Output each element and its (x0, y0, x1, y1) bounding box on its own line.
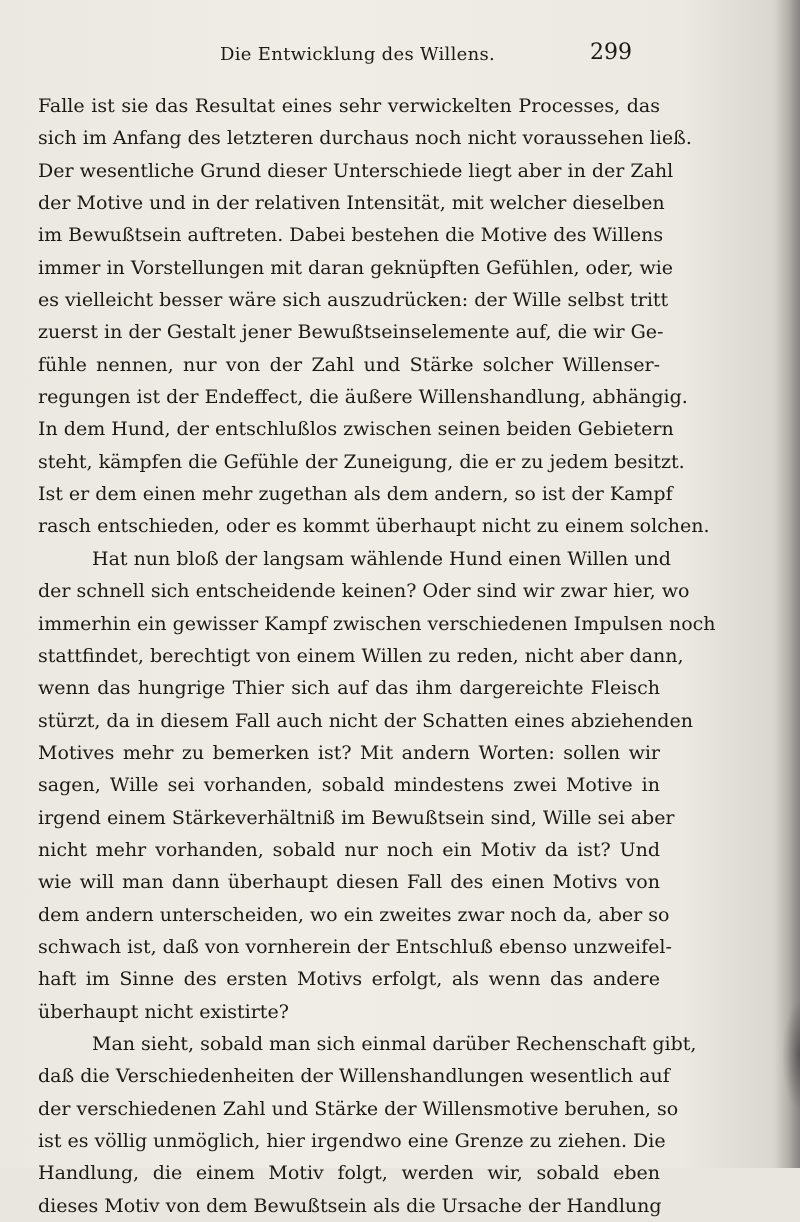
text-line: steht, kämpfen die Gefühle der Zuneigung, die er zu jedem besitzt. (38, 450, 685, 473)
text-line: Hat nun bloß der langsam wählende Hund einen Willen und (92, 547, 671, 570)
text-line: Motives mehr zu bemerken ist? Mit andern Worten: sollen wir (38, 741, 660, 764)
text-line: ist es völlig unmöglich, hier irgendwo eine Grenze zu ziehen. Die (38, 1130, 666, 1152)
text-line: der Motive und in der relativen Intensität, mit welcher dieselben (38, 192, 665, 215)
text-line: immer in Vorstellungen mit daran geknüpften Gefühlen, oder, wie (38, 256, 674, 279)
text-line: der verschiedenen Zahl und Stärke der Willensmotive beruhen, so (38, 1097, 679, 1120)
text-line: sich im Anfang des letzteren durchaus noch nicht voraussehen ließ. (38, 127, 692, 150)
text-line: überhaupt nicht existirte? (38, 1000, 289, 1023)
text-line: dieses Motiv von dem Bewußtsein als die Ursache der Handlung (38, 1194, 662, 1217)
text-line: im Bewußtsein auftreten. Dabei bestehen die Motive des Willens (38, 224, 664, 247)
text-line: Ist er dem einen mehr zugethan als dem andern, so ist der Kampf (38, 483, 673, 506)
body-text (38, 90, 716, 1222)
text-line: In dem Hund, der entschlußlos zwischen seinen beiden Gebietern (38, 418, 674, 441)
text-line: rasch entschieden, oder es kommt überhaupt nicht zu einem solchen. (38, 515, 710, 538)
text-line: der schnell sich entscheidende keinen? Oder sind wir zwar hier, wo (38, 580, 690, 603)
text-line: immerhin ein gewisser Kampf zwischen verschiedenen Impulsen noch (38, 612, 716, 635)
text-line: irgend einem Stärkeverhältniß im Bewußtsein sind, Wille sei aber (38, 806, 675, 829)
text-line: wie will man dann überhaupt diesen Fall des einen Motivs von (38, 871, 660, 894)
text-line: es vielleicht besser wäre sich auszudrücken: der Wille selbst tritt (38, 289, 669, 312)
text-line: fühle nennen, nur von der Zahl und Stärke solcher Willenser- (38, 353, 660, 376)
page-edge-shadow (772, 0, 800, 1168)
text-line: zuerst in der Gestalt jener Bewußtseinselemente auf, die wir Ge- (38, 321, 664, 344)
text-line: wenn das hungrige Thier sich auf das ihm dargereichte Fleisch (38, 677, 660, 700)
text-line: sagen, Wille sei vorhanden, sobald mindestens zwei Motive in (38, 774, 660, 797)
text-line: Man sieht, sobald man sich einmal darüber Rechenschaft gibt, (92, 1032, 697, 1055)
page-edge-smudge (782, 1000, 800, 1110)
text-line: Handlung, die einem Motiv folgt, werden wir, sobald eben (38, 1162, 660, 1185)
page-number: 299 (590, 40, 632, 65)
text-line: daß die Verschiedenheiten der Willenshandlungen wesentlich auf (38, 1065, 670, 1088)
text-line: Falle ist sie das Resultat eines sehr verwickelten Processes, das (38, 95, 660, 117)
text-line: dem andern unterscheiden, wo ein zweites zwar noch da, aber so (38, 903, 670, 926)
text-line: stürzt, da in diesem Fall auch nicht der Schatten eines abziehenden (38, 709, 693, 732)
text-line: schwach ist, daß von vornherein der Entschluß ebenso unzweifel- (38, 935, 672, 958)
text-line: stattfindet, berechtigt von einem Willen zu reden, nicht aber dann, (38, 644, 684, 667)
text-line: nicht mehr vorhanden, sobald nur noch ein Motiv da ist? Und (38, 838, 660, 861)
text-line: regungen ist der Endeffect, die äußere Willenshandlung, abhängig. (38, 386, 688, 409)
running-head: Die Entwicklung des Willens. (220, 44, 496, 65)
text-line: Der wesentliche Grund dieser Unterschiede liegt aber in der Zahl (38, 159, 674, 182)
text-line: haft im Sinne des ersten Motivs erfolgt, als wenn das andere (38, 968, 660, 991)
